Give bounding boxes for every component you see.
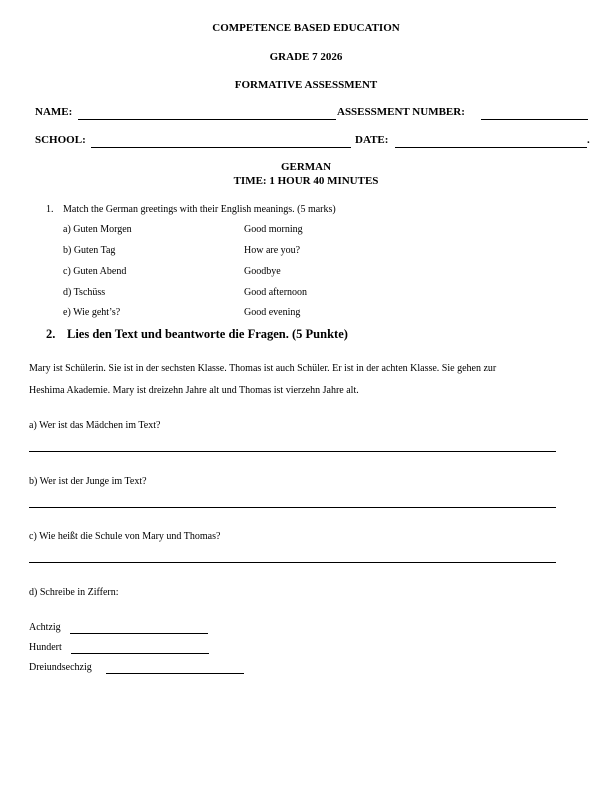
q1-german-a: a) Guten Morgen — [63, 224, 132, 235]
q2-question-c: c) Wie heißt die Schule von Mary und Thomas? — [29, 531, 221, 542]
q1-english-e: Good evening — [244, 307, 301, 318]
number-word-achtzig: Achtzig — [29, 622, 61, 633]
q2-title: Lies den Text und beantworte die Fragen. (5 Punkte) — [67, 327, 348, 341]
q2-question-b: b) Wer ist der Junge im Text? — [29, 476, 147, 487]
school-label: SCHOOL: — [35, 134, 86, 146]
name-blank[interactable] — [78, 119, 336, 120]
answer-line-a[interactable] — [29, 451, 556, 452]
number-word-hundert: Hundert — [29, 642, 62, 653]
subject-name: GERMAN — [280, 161, 332, 173]
school-blank[interactable] — [91, 147, 351, 148]
answer-line-c[interactable] — [29, 562, 556, 563]
header-grade: GRADE 7 2026 — [269, 51, 343, 63]
q1-german-d: d) Tschüss — [63, 287, 106, 298]
number-blank-achtzig[interactable] — [70, 633, 208, 634]
subject-time: TIME: 1 HOUR 40 MINUTES — [233, 175, 379, 187]
q1-german-c: c) Guten Abend — [63, 266, 127, 277]
q1-english-a: Good morning — [244, 224, 303, 235]
q1-prompt: Match the German greetings with their English meanings. (5 marks) — [63, 204, 336, 215]
assessment-number-label: ASSESSMENT NUMBER: — [337, 106, 465, 118]
q1-english-d: Good afternoon — [244, 287, 308, 298]
answer-line-b[interactable] — [29, 507, 556, 508]
number-word-dreiundsechzig: Dreiundsechzig — [29, 662, 92, 673]
q1-english-b: How are you? — [244, 245, 301, 256]
q2-number: 2. — [46, 327, 56, 341]
assessment-number-blank[interactable] — [481, 119, 588, 120]
date-end-mark: . — [587, 134, 590, 146]
name-label: NAME: — [35, 106, 73, 118]
header-title: COMPETENCE BASED EDUCATION — [212, 22, 400, 34]
q2-passage-line1: Mary ist Schülerin. Sie ist in der sechsten Klasse. Thomas ist auch Schüler. Er ist in der achten Klasse. Sie gehen zur — [29, 363, 497, 374]
number-blank-hundert[interactable] — [71, 653, 209, 654]
date-blank[interactable] — [395, 147, 587, 148]
q2-numbers-prompt: d) Schreibe in Ziffern: — [29, 587, 119, 598]
q1-english-c: Goodbye — [244, 266, 281, 277]
q2-passage-line2: Heshima Akademie. Mary ist dreizehn Jahre alt und Thomas ist vierzehn Jahre alt. — [29, 385, 359, 396]
header-assessment: FORMATIVE ASSESSMENT — [234, 79, 378, 91]
date-label: DATE: — [355, 134, 389, 146]
number-blank-dreiundsechzig[interactable] — [106, 673, 244, 674]
q1-german-e: e) Wie geht’s? — [63, 307, 121, 318]
q2-question-a: a) Wer ist das Mädchen im Text? — [29, 420, 161, 431]
q1-german-b: b) Guten Tag — [63, 245, 116, 256]
q1-number: 1. — [46, 204, 54, 215]
